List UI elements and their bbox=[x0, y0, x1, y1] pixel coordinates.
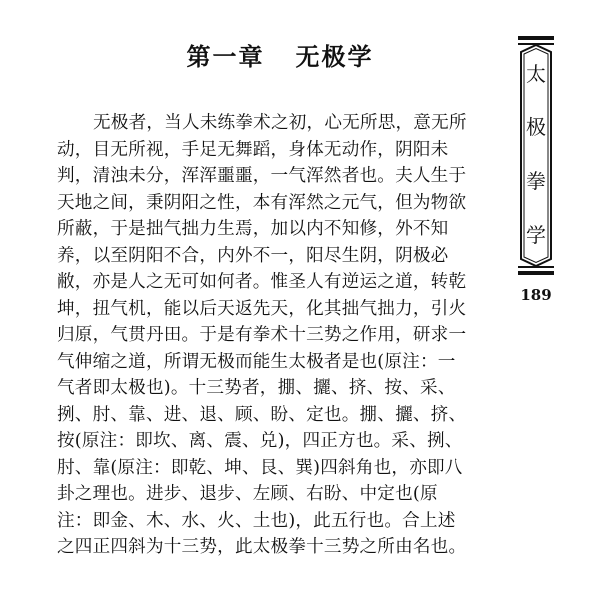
body-line: 气者即太极也)。十三势者，掤、攦、挤、按、采、 bbox=[57, 378, 456, 398]
side-tab bbox=[518, 36, 554, 275]
body-line: 注：即金、木、水、火、土也)，此五行也。合上述 bbox=[57, 510, 456, 531]
body-line: 养，以至阴阳不合，内外不一，阳尽生阴，阴极必 bbox=[57, 245, 449, 266]
body-line: 归原，气贯丹田。于是有拳术十三势之作用，研求一 bbox=[57, 325, 467, 345]
body-line: 敝，亦是人之无可如何者。惟圣人有逆运之道，转乾 bbox=[57, 272, 467, 292]
body-line: 坤，扭气机，能以后天返先天，化其拙气拙力，引火 bbox=[57, 298, 467, 319]
body-line: 动，目无所视，手足无舞蹈，身体无动作，阴阳未 bbox=[57, 139, 449, 160]
body-line: 所蔽，于是拙气拙力生焉，加以内不知修，外不知 bbox=[57, 219, 449, 239]
body-line: 挒、肘、靠、进、退、顾、盼、定也。掤、攦、挤、 bbox=[57, 404, 467, 425]
side-tab-char: 拳 bbox=[526, 169, 546, 193]
body-line: 卦之理也。进步、退步、左顾、右盼、中定也(原 bbox=[57, 484, 438, 504]
body-line: 无极者，当人未练拳术之初，心无所思，意无所 bbox=[93, 113, 467, 133]
chapter-title: 第一章 无极学 bbox=[186, 42, 374, 71]
body-line: 肘、靠(原注：即乾、坤、艮、巽)四斜角也，亦即八 bbox=[57, 457, 463, 478]
body-line: 天地之间，秉阴阳之性，本有浑然之元气，但为物欲 bbox=[57, 192, 467, 213]
body-line: 按(原注：即坎、离、震、兑)，四正方也。采、挒、 bbox=[57, 431, 463, 451]
body-line: 之四正四斜为十三势，此太极拳十三势之所由名也。 bbox=[57, 537, 467, 557]
side-tab-char: 学 bbox=[526, 223, 546, 247]
page-number: 189 bbox=[520, 286, 552, 304]
body-line: 气伸缩之道，所谓无极而能生太极者是也(原注：一 bbox=[57, 351, 456, 372]
body-text bbox=[57, 110, 527, 561]
side-tab-char: 极 bbox=[526, 115, 546, 139]
side-tab-char: 太 bbox=[526, 62, 546, 86]
body-line: 判，清浊未分，浑浑噩噩，一气浑然者也。夫人生于 bbox=[57, 166, 467, 186]
